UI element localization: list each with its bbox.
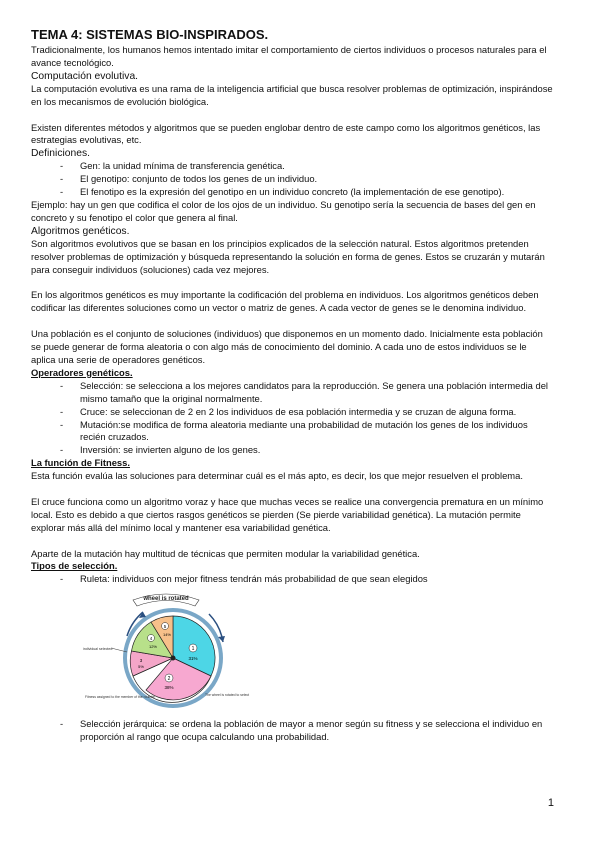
slice-3-percent: 5%	[138, 664, 144, 670]
slice-4-number: 4	[149, 636, 153, 642]
selection-types-list	[31, 573, 553, 586]
slice-5-number: 5	[163, 624, 167, 630]
banner-label: wheel is rotated	[143, 596, 189, 603]
definitions-list	[31, 160, 553, 199]
list-item: - Ruleta: individuos con mejor fitness tendrán más probabilidad de que sean elegidos	[60, 573, 428, 585]
algoritmos-paragraph: Son algoritmos evolutivos que se basan en los principios explicados de la selección natural. Estos algoritmos pretenden resolver problemas de optimización y búsqueda representando la solución en forma de genes. Estos se cruzarán y mutarán para conseguir individuos (soluciones) cada vez mejores.	[31, 237, 545, 275]
document-page	[31, 27, 553, 744]
heading-definiciones: Definiciones.	[31, 148, 90, 160]
slice-4-percent: 12%	[148, 644, 158, 650]
computacion-paragraph: La computación evolutiva es una rama de la inteligencia artificial que busca resolver problemas de optimización, inspirándose en los mecanismos de evolución biológica.	[31, 82, 553, 107]
aparte-paragraph: Aparte de la mutación hay multitud de técnicas que permiten modular la variabilidad genética.	[31, 547, 420, 559]
individual-selected-note: individual selected	[83, 647, 113, 652]
heading-algoritmos-geneticos: Algoritmos genéticos.	[31, 225, 130, 237]
roulette-figure	[31, 586, 553, 718]
fitness-assigned-note: Fitness assigned to the member of the roulette	[85, 695, 155, 700]
slice-2-number: 2	[167, 676, 171, 683]
list-item: - Gen: la unidad mínima de transferencia genética.	[60, 160, 285, 172]
codificacion-paragraph: En los algoritmos genéticos es muy importante la codificación del problema en individuos. Los algoritmos genéticos deben codificar las diferentes soluciones como un vector o matriz de genes. A cada vector de genes se le denomina individuo.	[31, 289, 539, 314]
page-title: TEMA 4: SISTEMAS BIO-INSPIRADOS.	[31, 27, 269, 42]
heading-funcion-fitness: La función de Fitness.	[31, 457, 130, 469]
slice-3-number: 3	[139, 658, 143, 664]
heading-operadores-geneticos: Operadores genéticos.	[31, 366, 133, 378]
list-item: - Inversión: se invierten alguno de los genes.	[60, 444, 261, 456]
ejemplo-paragraph: Ejemplo: hay un gen que codifica el color de los ojos de un individuo. Su genotipo sería la secuencia de bases del gen en concreto y su fenotipo el color que genera al final.	[31, 199, 536, 223]
slice-1-percent: 31%	[188, 656, 198, 662]
slice-2-percent: 38%	[164, 685, 174, 691]
intro-paragraph: Tradicionalmente, los humanos hemos intentado imitar el comportamiento de ciertos individuos o procesos naturales para el avance tecnológico.	[31, 44, 547, 68]
slice-1-number: 1	[191, 646, 195, 653]
roulette-wheel-diagram	[81, 586, 251, 718]
heading-computacion-evolutiva: Computación evolutiva.	[31, 70, 139, 82]
list-item: - Mutación:se modifica de forma aleatoria mediante una probabilidad de mutación los genes de los individuos recién cruzados.	[60, 418, 528, 443]
list-item: - Selección: se selecciona a los mejores candidatos para la reproducción. Se genera una población intermedia del mismo tamaño que la original normalmente.	[60, 379, 548, 404]
list-item: - Selección jerárquica: se ordena la población de mayor a menor según su fitness y se selecciona el individuo en proporción al rango que ocupa calculando una probabilidad.	[60, 718, 543, 743]
list-item: - El genotipo: conjunto de todos los genes de un individuo.	[60, 173, 318, 185]
list-item: - El fenotipo es la expresión del genotipo en un individuo concreto (la implementación de ese genotipo).	[60, 186, 505, 198]
metodos-paragraph: Existen diferentes métodos y algoritmos que se pueden englobar dentro de este campo como los algoritmos genéticos, las estrategias evolutivas, etc.	[31, 121, 541, 146]
poblacion-paragraph: Una población es el conjunto de soluciones (individuos) que disponemos en un momento dado. Inicialmente esta población se puede generar de forma aleatoria o con algo más de conocimiento del dominio. A cada uno de estos individuos se le aplica una serie de operadores genéticos.	[31, 328, 543, 365]
operators-list	[31, 380, 553, 457]
page-number: 1	[547, 797, 554, 809]
wheel-rotated-note: The wheel is rotated to select	[205, 693, 250, 698]
heading-tipos-seleccion: Tipos de selección.	[31, 560, 118, 572]
selection-types-list-cont	[31, 718, 553, 744]
fitness-paragraph: Esta función evalúa las soluciones para determinar cuál es el más apto, es decir, los que mejor resuelven el problema.	[31, 470, 523, 482]
cruce-paragraph: El cruce funciona como un algoritmo voraz y hace que muchas veces se realice una convergencia prematura en un mínimo local. Esto es debido a que ciertos rasgos genéticos se pierden (Se pierde variabilidad genética). La mutación permite explorar más allá del mínimo local y mantener esa variabilidad genética.	[31, 495, 544, 533]
list-item: - Cruce: se seleccionan de 2 en 2 los individuos de esa población intermedia y se cruzan de alguna forma.	[60, 405, 517, 417]
slice-5-percent: 14%	[162, 632, 172, 638]
wheel-hub	[171, 656, 176, 661]
